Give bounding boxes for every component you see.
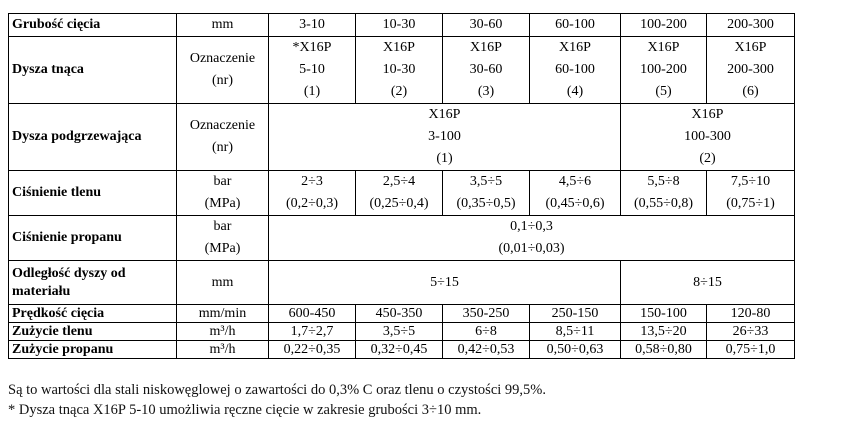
nozzle-number: (5)	[655, 84, 672, 99]
nozzle-range: 30-60	[469, 62, 503, 77]
unit-nozzle-distance: mm	[177, 261, 269, 305]
unit-cutting-nozzle	[177, 37, 269, 104]
oxygen-usage-value: 6÷8	[443, 323, 530, 341]
row-preheat-nozzle	[9, 104, 795, 171]
pressure-bar: 2÷3	[301, 174, 323, 189]
nozzle-model: X16P	[428, 107, 461, 122]
pressure-bar: 7,5÷10	[730, 174, 771, 189]
propane-pressure-cell	[269, 216, 795, 261]
nozzle-range: 100-300	[684, 129, 731, 144]
cutting-spec-table	[8, 13, 795, 359]
label-propane-pressure: Ciśnienie propanu	[9, 216, 177, 261]
unit-propane-pressure	[177, 216, 269, 261]
preheat-nozzle-cell	[621, 104, 795, 171]
oxygen-pressure-cell	[707, 171, 795, 216]
nozzle-model: X16P	[647, 40, 680, 55]
oxygen-pressure-cell	[356, 171, 443, 216]
nozzle-range: 200-300	[727, 62, 774, 77]
row-thickness	[9, 14, 795, 37]
nozzle-range: 3-100	[428, 129, 461, 144]
cutting-nozzle-cell	[621, 37, 707, 104]
unit-line: bar	[213, 174, 232, 189]
oxygen-usage-value: 13,5÷20	[621, 323, 707, 341]
cutting-nozzle-cell	[530, 37, 621, 104]
row-oxygen-pressure	[9, 171, 795, 216]
nozzle-model: X16P	[691, 107, 724, 122]
nozzle-number: (4)	[566, 84, 584, 99]
nozzle-model: X16P	[383, 40, 415, 55]
unit-preheat-nozzle	[177, 104, 269, 171]
row-cutting-speed	[9, 305, 795, 323]
oxygen-pressure-cell	[621, 171, 707, 216]
nozzle-distance-value: 8÷15	[621, 261, 795, 305]
footnote-nozzle-note: * Dysza tnąca X16P 5-10 umożliwia ręczne cięcie w zakresie grubości 3÷10 mm.	[8, 402, 482, 418]
pressure-mpa: (0,35÷0,5)	[456, 196, 516, 211]
unit-line: (MPa)	[204, 196, 241, 211]
cutting-nozzle-cell	[269, 37, 356, 104]
nozzle-number: (1)	[436, 151, 453, 166]
nozzle-range: 5-10	[299, 62, 325, 77]
pressure-bar: 0,1÷0,3	[510, 219, 553, 234]
row-cutting-nozzle	[9, 37, 795, 104]
thickness-value: 100-200	[621, 14, 707, 37]
oxygen-usage-value: 8,5÷11	[530, 323, 621, 341]
label-thickness: Grubość cięcia	[9, 14, 177, 37]
unit-line: Oznaczenie	[189, 118, 256, 133]
pressure-mpa: (0,55÷0,8)	[633, 196, 693, 211]
pressure-mpa: (0,75÷1)	[726, 196, 775, 211]
nozzle-model: X16P	[559, 40, 591, 55]
cutting-nozzle-cell	[707, 37, 795, 104]
label-oxygen-pressure: Ciśnienie tlenu	[9, 171, 177, 216]
nozzle-range: 10-30	[382, 62, 416, 77]
pressure-bar: 4,5÷6	[558, 174, 592, 189]
cutting-speed-value: 600-450	[269, 305, 356, 323]
nozzle-model: *X16P	[292, 40, 332, 55]
pressure-bar: 2,5÷4	[382, 174, 416, 189]
propane-usage-value: 0,32÷0,45	[356, 341, 443, 359]
oxygen-pressure-cell	[443, 171, 530, 216]
cutting-nozzle-cell	[443, 37, 530, 104]
label-cutting-speed: Prędkość cięcia	[9, 305, 177, 323]
nozzle-number: (3)	[477, 84, 495, 99]
row-nozzle-distance	[9, 261, 795, 305]
unit-oxygen-usage: m³/h	[177, 323, 269, 341]
oxygen-pressure-cell	[269, 171, 356, 216]
thickness-value: 10-30	[356, 14, 443, 37]
label-nozzle-distance: Odległość dyszy od materiału	[9, 261, 177, 305]
nozzle-range: 60-100	[555, 62, 595, 77]
propane-usage-value: 0,50÷0,63	[530, 341, 621, 359]
unit-thickness: mm	[177, 14, 269, 37]
propane-usage-value: 0,75÷1,0	[707, 341, 795, 359]
nozzle-number: (6)	[742, 84, 759, 99]
unit-line: (nr)	[212, 73, 233, 88]
nozzle-number: (1)	[303, 84, 321, 99]
unit-oxygen-pressure	[177, 171, 269, 216]
unit-line: bar	[213, 219, 232, 234]
nozzle-range: 100-200	[640, 62, 687, 77]
pressure-mpa: (0,45÷0,6)	[545, 196, 605, 211]
cutting-nozzle-cell	[356, 37, 443, 104]
footnote-steel-note: Są to wartości dla stali niskowęglowej o zawartości do 0,3% C oraz tlenu o czystości 99,5%.	[8, 382, 546, 398]
oxygen-pressure-cell	[530, 171, 621, 216]
row-propane-pressure	[9, 216, 795, 261]
nozzle-number: (2)	[390, 84, 408, 99]
pressure-bar: 3,5÷5	[469, 174, 503, 189]
label-cutting-nozzle: Dysza tnąca	[9, 37, 177, 104]
thickness-value: 30-60	[443, 14, 530, 37]
oxygen-usage-value: 3,5÷5	[356, 323, 443, 341]
label-oxygen-usage: Zużycie tlenu	[9, 323, 177, 341]
pressure-mpa: (0,25÷0,4)	[369, 196, 429, 211]
thickness-value: 60-100	[530, 14, 621, 37]
pressure-mpa: (0,01÷0,03)	[498, 241, 565, 256]
nozzle-distance-value: 5÷15	[269, 261, 621, 305]
thickness-value: 200-300	[707, 14, 795, 37]
nozzle-number: (2)	[699, 151, 716, 166]
nozzle-model: X16P	[734, 40, 767, 55]
pressure-bar: 5,5÷8	[647, 174, 680, 189]
cutting-speed-value: 450-350	[356, 305, 443, 323]
cutting-speed-value: 250-150	[530, 305, 621, 323]
propane-usage-value: 0,22÷0,35	[269, 341, 356, 359]
nozzle-model: X16P	[470, 40, 502, 55]
propane-usage-value: 0,42÷0,53	[443, 341, 530, 359]
unit-cutting-speed: mm/min	[177, 305, 269, 323]
spec-table-wrapper	[8, 13, 795, 359]
preheat-nozzle-cell	[269, 104, 621, 171]
row-propane-usage	[9, 341, 795, 359]
oxygen-usage-value: 26÷33	[707, 323, 795, 341]
unit-line: (nr)	[212, 140, 233, 155]
pressure-mpa: (0,2÷0,3)	[285, 196, 338, 211]
cutting-speed-value: 350-250	[443, 305, 530, 323]
propane-usage-value: 0,58÷0,80	[621, 341, 707, 359]
thickness-value: 3-10	[269, 14, 356, 37]
cutting-speed-value: 120-80	[707, 305, 795, 323]
unit-propane-usage: m³/h	[177, 341, 269, 359]
cutting-speed-value: 150-100	[621, 305, 707, 323]
row-oxygen-usage	[9, 323, 795, 341]
label-preheat-nozzle: Dysza podgrzewająca	[9, 104, 177, 171]
label-propane-usage: Zużycie propanu	[9, 341, 177, 359]
unit-line: (MPa)	[204, 241, 241, 256]
unit-line: Oznaczenie	[189, 51, 256, 66]
oxygen-usage-value: 1,7÷2,7	[269, 323, 356, 341]
